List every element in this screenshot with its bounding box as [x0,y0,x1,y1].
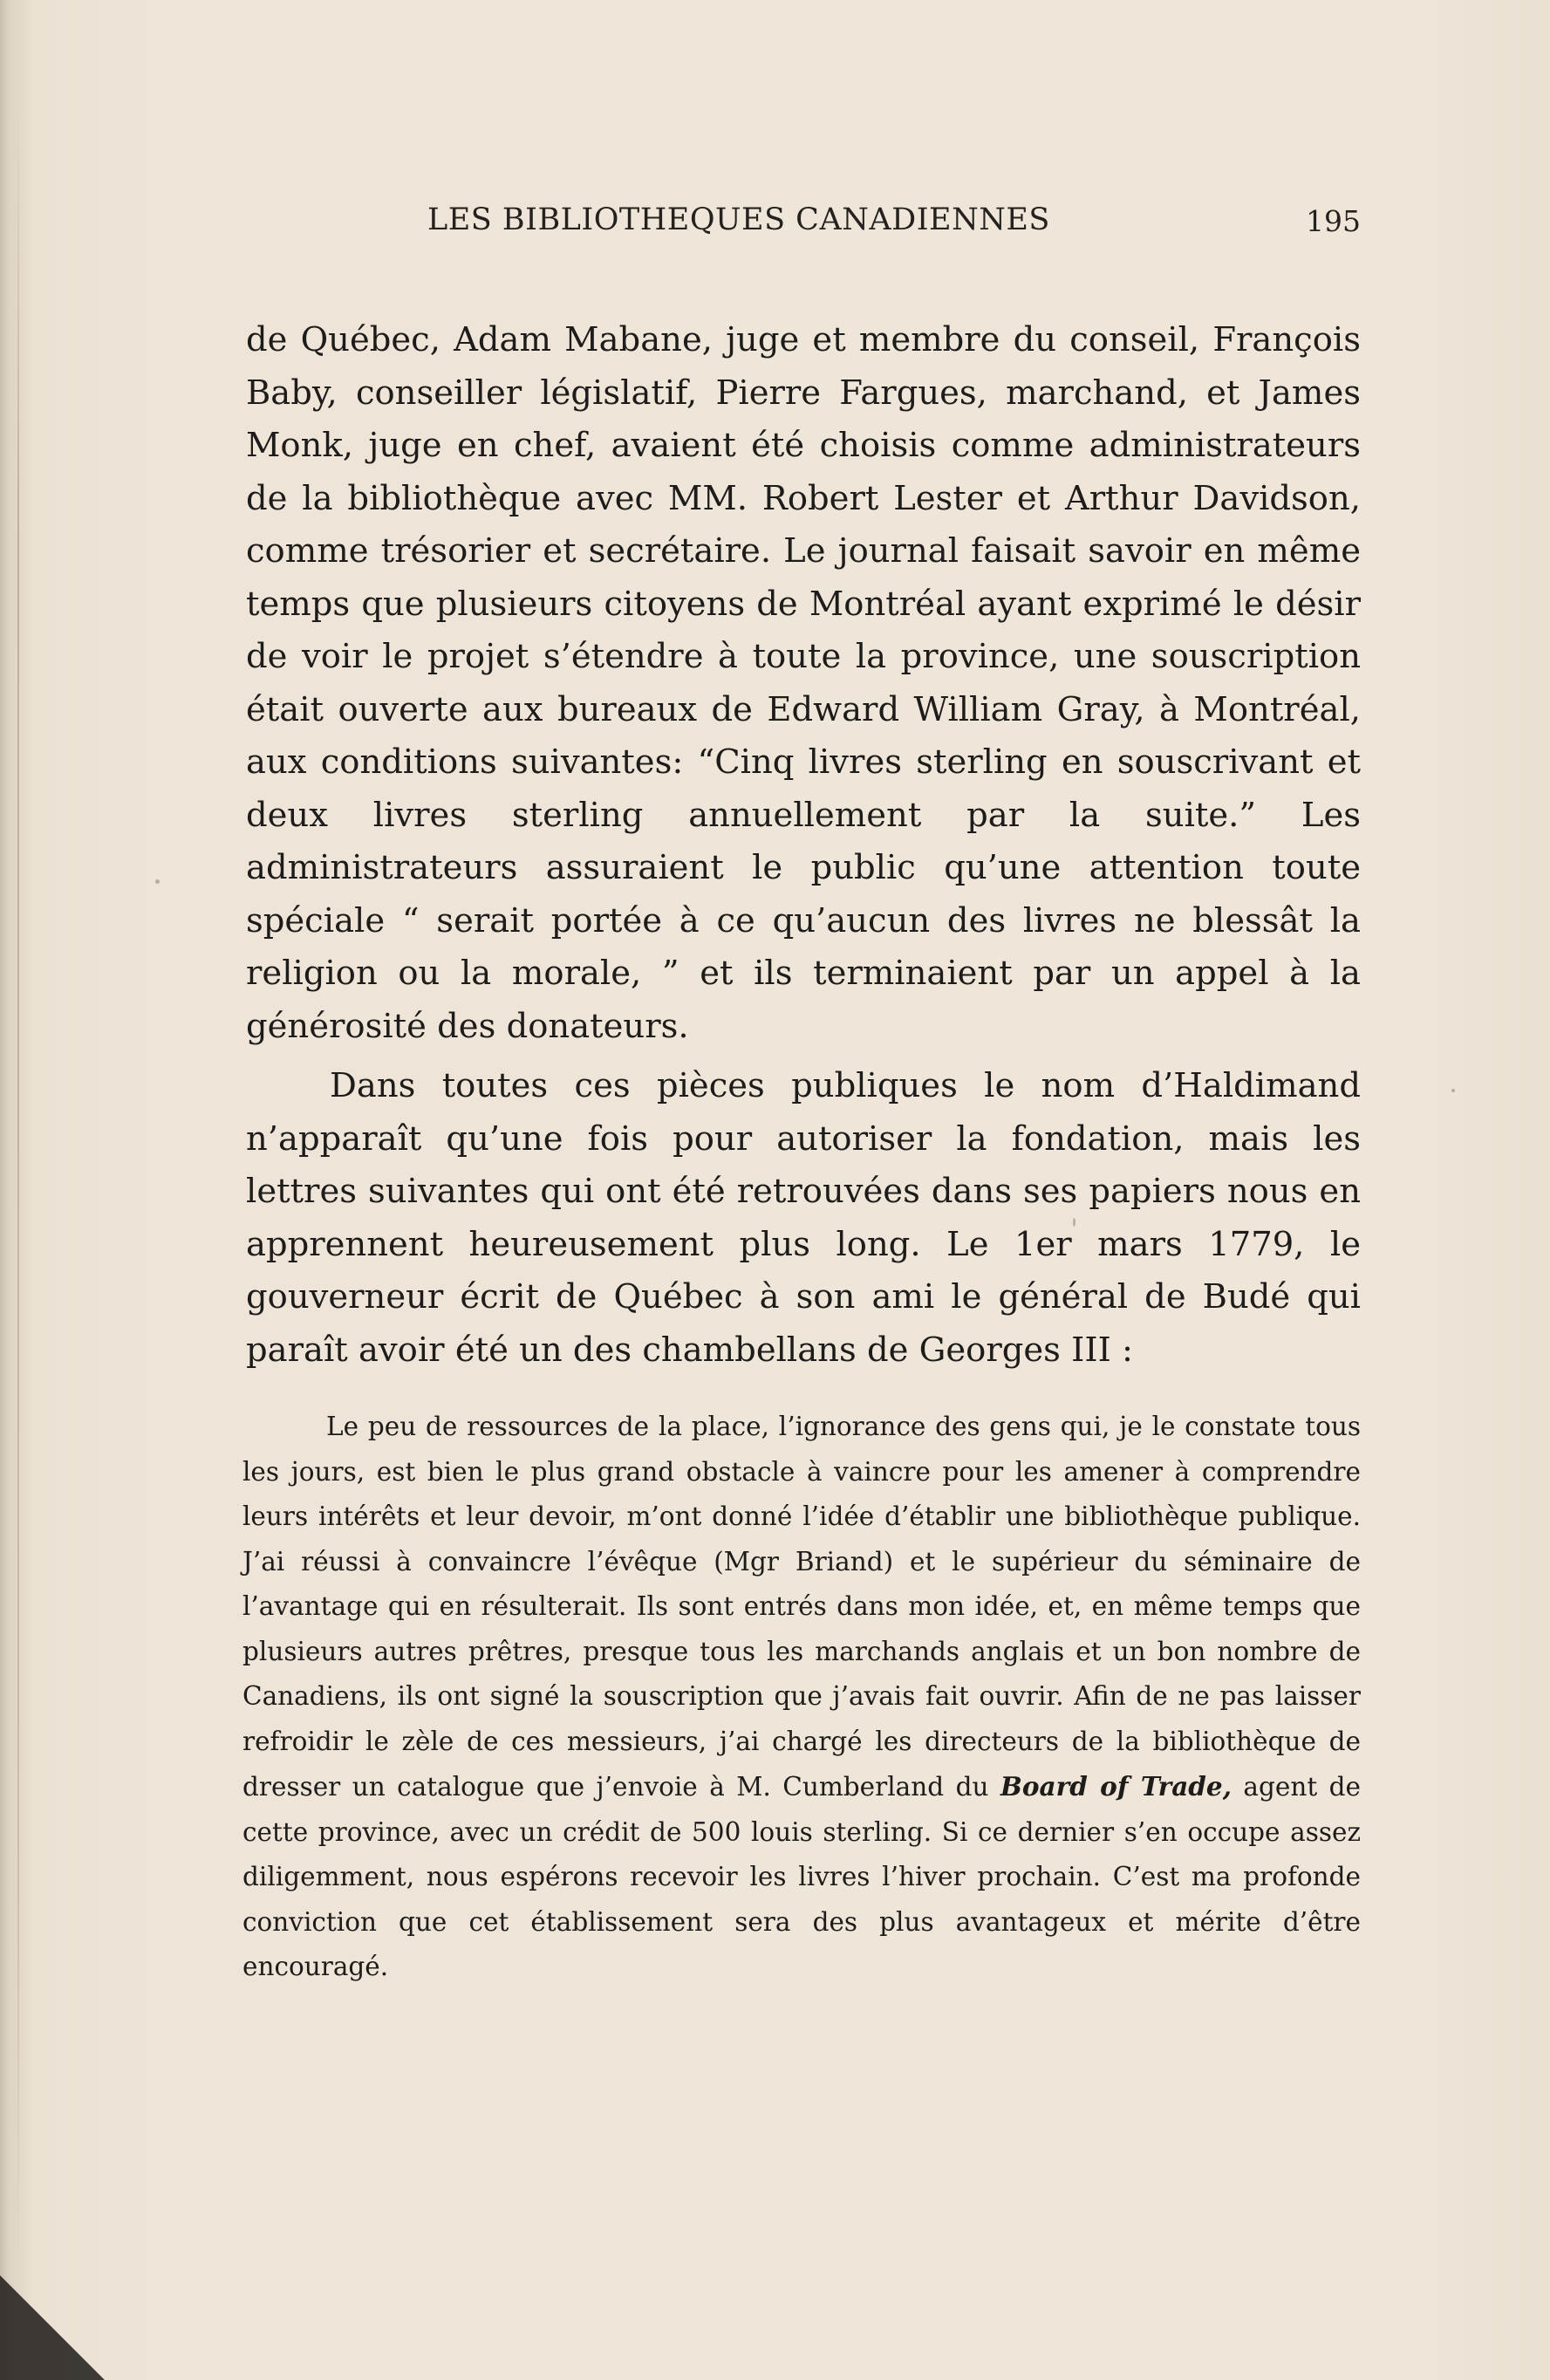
quotation-italic: Board of Trade, [1000,1771,1232,1802]
paragraph-2: Dans toutes ces pièces publiques le nom d’Haldimand n’apparaît qu’une fois pour autoriser la fondation, mais les lettres suivantes qui ont été retrouvées dans ses papiers nous en apprennent heureusement plus long. Le 1er mars 1779, le gouverneur écrit de Québec à son ami le général de Budé qui paraît avoir été un des chambellans de Georges III : [246,1066,1361,1370]
running-head-title: LES BIBLIOTHEQUES CANADIENNES [427,202,1050,237]
quotation-text-end: agent de cette province, avec un crédit de 500 louis sterling. Si ce dernier s’en occupe assez diligemment, nous espérons recevoir les livres l’hiver prochain. C’est ma profonde conviction que cet établissement sera des plus avantageux et mérite d’être encouragé. [242,1772,1361,1981]
body-text [246,314,1361,1377]
paper-speck [155,879,160,884]
quotation-paragraph [242,1405,1361,1990]
paper-speck [1073,1218,1075,1227]
quotation-text-start: Le peu de ressources de la place, l’ignorance des gens qui, je le constate tous les jours, est bien le plus grand obstacle à vaincre pour les amener à comprendre leurs intérêts et leur devoir, m’ont donné l’idée d’établir une bibliothèque publique. J’ai réussi à convaincre l’évêque (Mgr Briand) et le supérieur du séminaire de l’avantage qui en résulterait. Ils sont entrés dans mon idée, et, en même temps que plusieurs autres prêtres, presque tous les marchands anglais et un bon nombre de Canadiens, ils ont signé la souscription que j’avais fait ouvrir. Afin de ne pas laisser refroidir le zèle de ces messieurs, j’ai chargé les directeurs de la bibliothèque de dresser un catalogue que j’envoie à M. Cumberland du [242,1412,1361,1802]
page-corner-shadow [0,2275,105,2380]
running-head [427,202,1361,246]
paragraph-1: de Québec, Adam Mabane, juge et membre du conseil, François Baby, conseiller législatif, Pierre Fargues, marchand, et James Monk, juge en chef, avaient été choisis comme administrateurs de la bibliothèque avec MM. Robert Lester et Arthur Davidson, comme trésorier et secrétaire. Le journal faisait savoir en même temps que plusieurs citoyens de Montréal ayant exprimé le désir de voir le projet s’étendre à toute la province, une souscription était ouverte aux bureaux de Edward William Gray, à Montréal, aux conditions suivantes: “Cinq livres sterling en souscrivant et deux livres sterling annuellement par la suite.” Les administrateurs assuraient le public qu’une attention toute spéciale “ serait portée à ce qu’aucun des livres ne blessât la religion ou la morale, ” et ils terminaient par un appel à la générosité des donateurs. [246,320,1361,1046]
page-number: 195 [1306,204,1361,238]
page-gutter [17,105,19,2268]
block-quotation [242,1405,1361,1990]
paper-speck [1451,1089,1455,1092]
